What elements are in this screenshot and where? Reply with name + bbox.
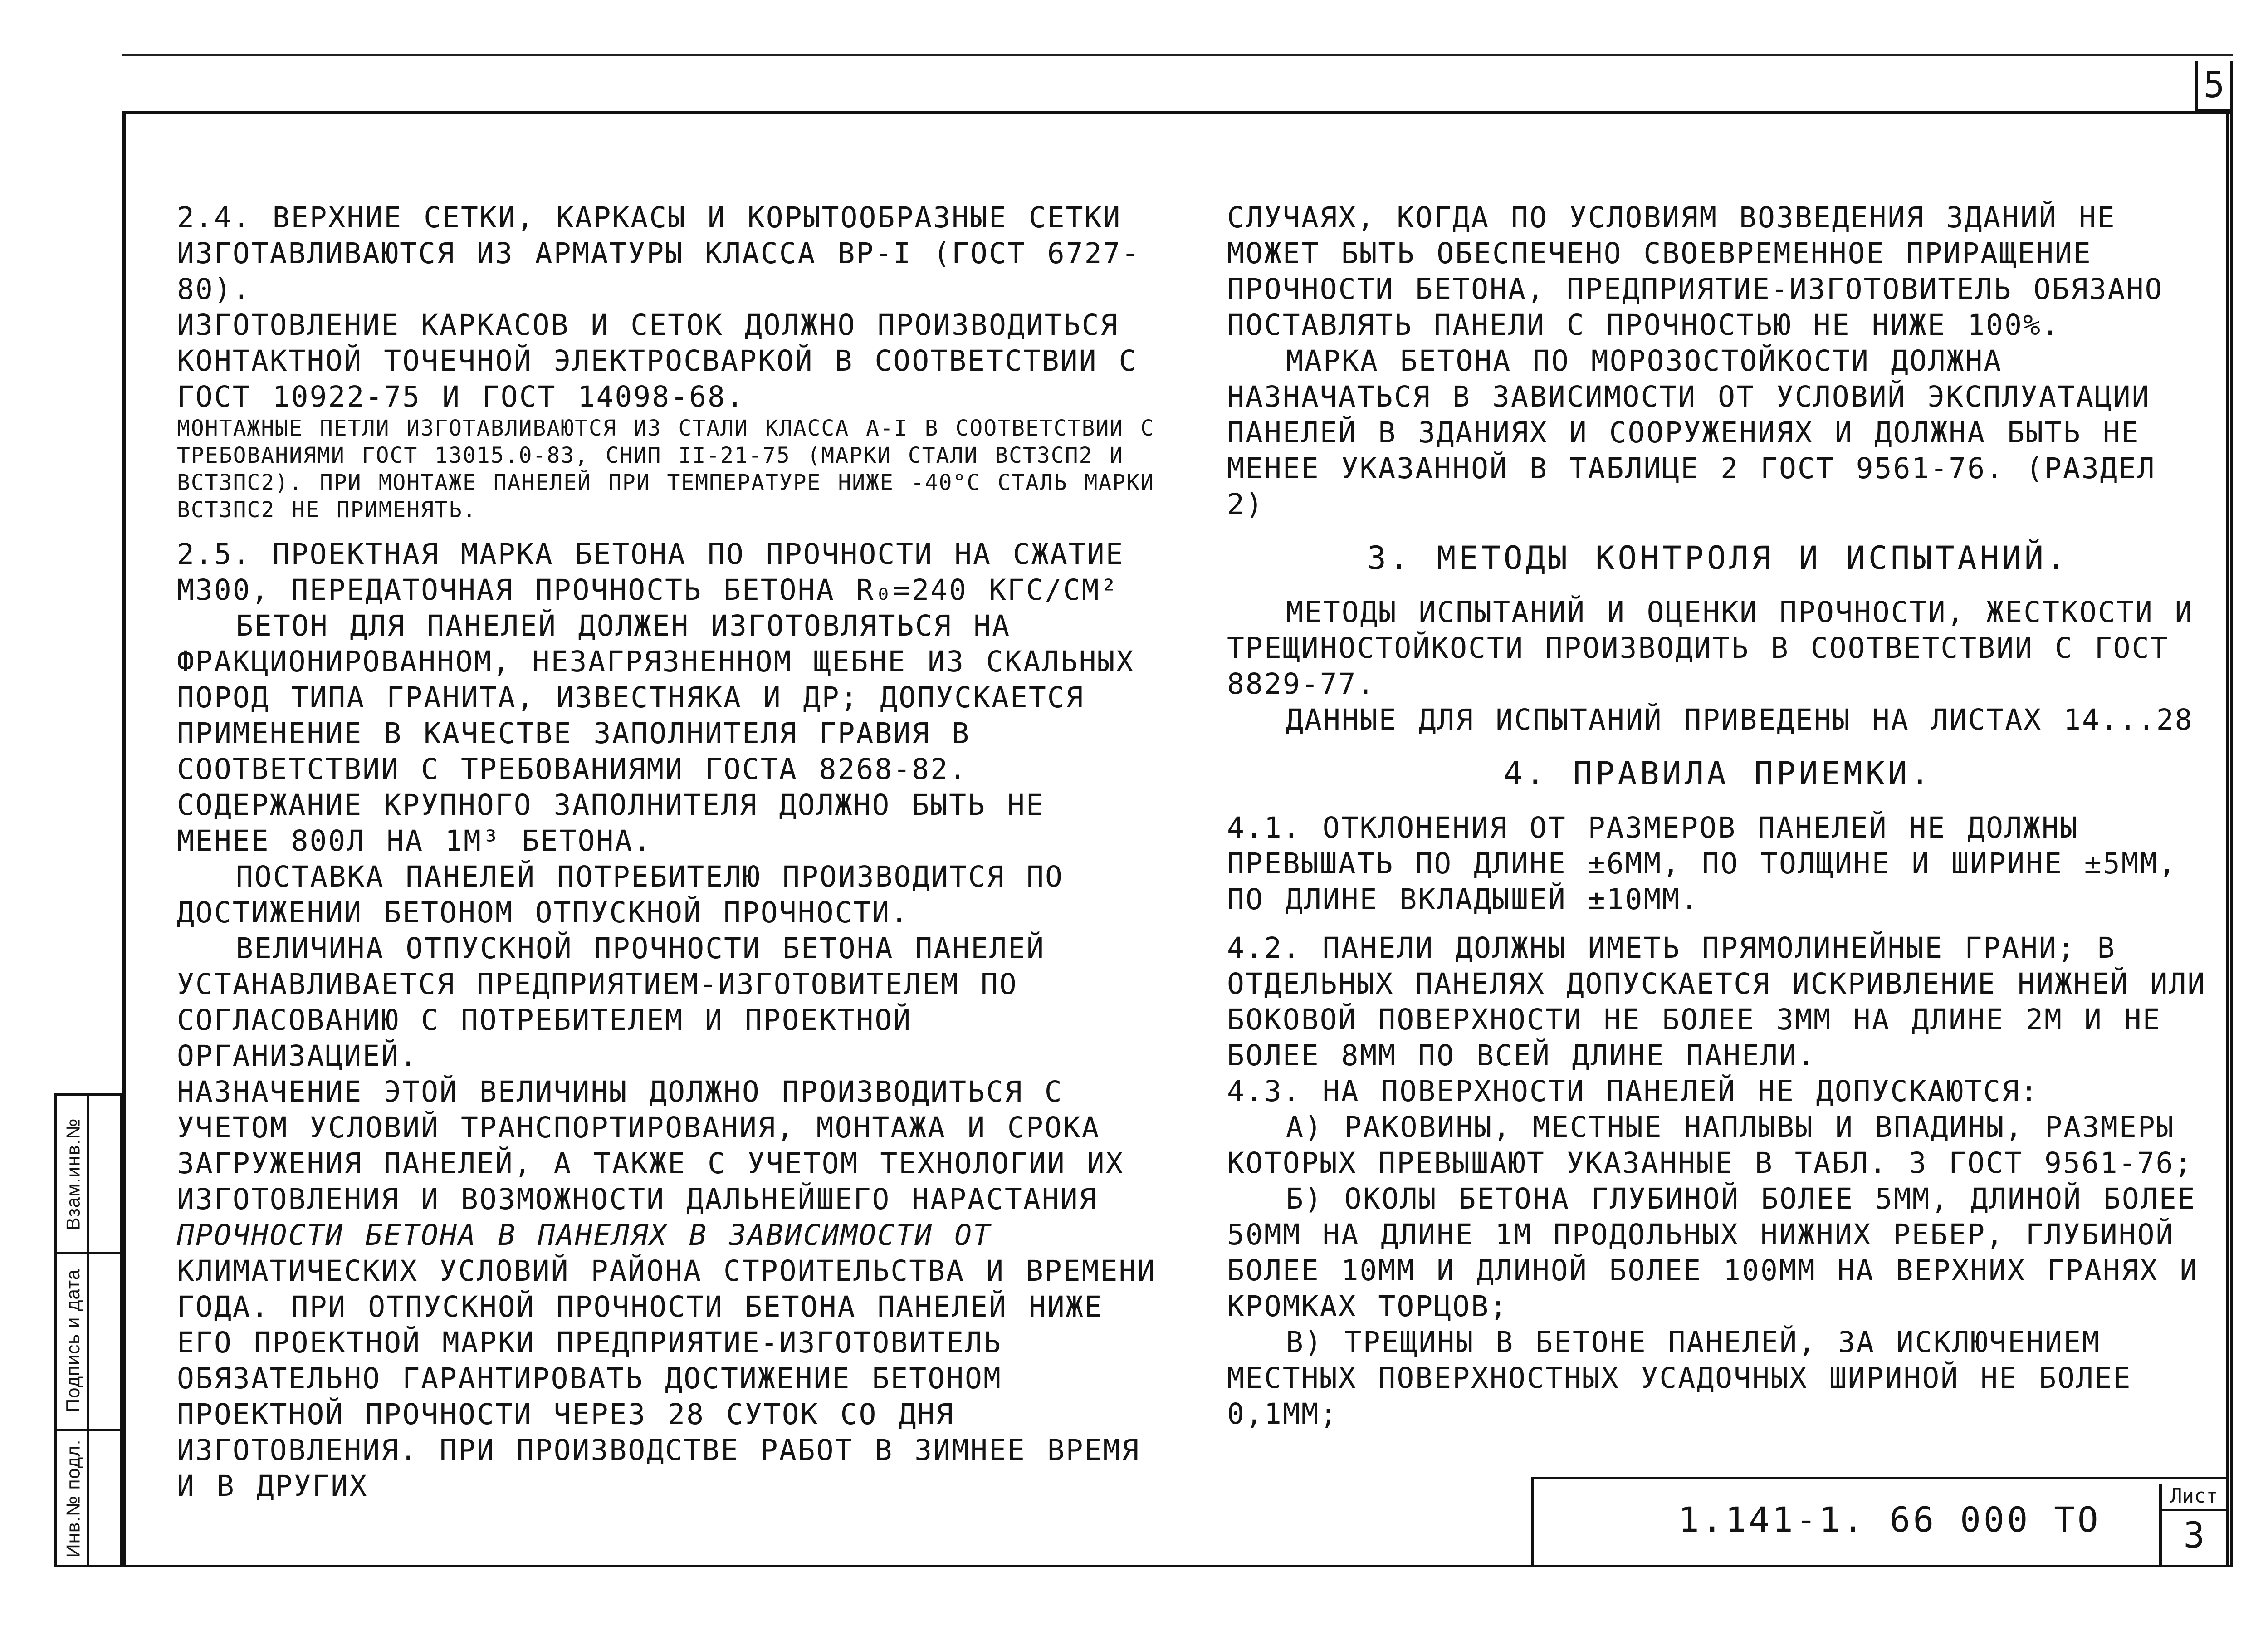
paragraph-2-5-release-strength: ВЕЛИЧИНА ОТПУСКНОЙ ПРОЧНОСТИ БЕТОНА ПАНЕЛЕЙ УСТАНАВЛИВАЕТСЯ ПРЕДПРИЯТИЕМ-ИЗГОТОВИТЕЛЕМ ПО СОГЛАСОВАНИЮ С ПОТРЕБИТЕЛЕМ И ПРОЕКТНОЙ ОРГАНИЗАЦИЕЙ. xyxy=(177,932,1045,1073)
paragraph-2-5-delivery: ПОСТАВКА ПАНЕЛЕЙ ПОТРЕБИТЕЛЮ ПРОИЗВОДИТСЯ ПО ДОСТИЖЕНИИ БЕТОНОМ ОТПУСКНОЙ ПРОЧНОСТИ. xyxy=(177,860,1064,929)
paragraph-4-3-b-chips: Б) ОКОЛЫ БЕТОНА ГЛУБИНОЙ БОЛЕЕ 5ММ, ДЛИНОЙ БОЛЕЕ 50ММ НА ДЛИНЕ 1М ПРОДОЛЬНЫХ НИЖНИХ РЕБЕР, ГЛУБИНОЙ БОЛЕЕ 10ММ И ДЛИНОЙ БОЛЕЕ 100ММ НА ВЕРХНИХ ГРАНЯХ И КРОМКАХ ТОРЦОВ; xyxy=(1227,1182,2199,1323)
assignment-text-cont: КЛИМАТИЧЕСКИХ УСЛОВИЙ РАЙОНА СТРОИТЕЛЬСТВА И ВРЕМЕНИ ГОДА. ПРИ ОТПУСКНОЙ ПРОЧНОСТИ БЕТОНА ПАНЕЛЕЙ НИЖЕ ЕГО ПРОЕКТНОЙ МАРКИ ПРЕДПРИЯТИЕ-ИЗГОТОВИТЕЛЬ ОБЯЗАТЕЛЬНО ГАРАНТИРОВАТЬ ДОСТИЖЕНИЕ БЕТОНОМ ПРОЕКТНОЙ ПРОЧНОСТИ ЧЕРЕЗ 28 СУТОК СО ДНЯ ИЗГОТОВЛЕНИЯ. ПРИ ПРОИЗВОДСТВЕ РАБОТ В ЗИМНЕЕ ВРЕМЯ И В ДРУГИХ xyxy=(177,1254,1156,1503)
paragraph-2-4-lifting-loops: МОНТАЖНЫЕ ПЕТЛИ ИЗГОТАВЛИВАЮТСЯ ИЗ СТАЛИ КЛАССА А-I В СООТВЕТСТВИИ С ТРЕБОВАНИЯМИ ГОСТ 13015.0-83, СНИП II-21-75 (МАРКИ СТАЛИ ВСТ3СП2 И ВСТ3ПС2). ПРИ МОНТАЖЕ ПАНЕЛЕЙ ПРИ ТЕМПЕРАТУРЕ НИЖЕ -40°С СТАЛЬ МАРКИ ВСТ3ПС2 НЕ ПРИМЕНЯТЬ. xyxy=(177,416,1155,523)
paragraph-3-test-data: ДАННЫЕ ДЛЯ ИСПЫТАНИЙ ПРИВЕДЕНЫ НА ЛИСТАХ 14...28 xyxy=(1286,703,2194,736)
paragraph-4-2-straightness: 4.2. ПАНЕЛИ ДОЛЖНЫ ИМЕТЬ ПРЯМОЛИНЕЙНЫЕ ГРАНИ; В ОТДЕЛЬНЫХ ПАНЕЛЯХ ДОПУСКАЕТСЯ ИСКРИВЛЕНИЕ НИЖНЕЙ ИЛИ БОКОВОЙ ПОВЕРХНОСТИ НЕ БОЛЕЕ 3ММ НА ДЛИНЕ 2М И НЕ БОЛЕЕ 8ММ ПО ВСЕЙ ДЛИНЕ ПАНЕЛИ. xyxy=(1227,931,2206,1072)
paragraph-2-5-assignment xyxy=(177,1074,1157,1504)
paragraph-4-3-a-cavities: А) РАКОВИНЫ, МЕСТНЫЕ НАПЛЫВЫ И ВПАДИНЫ, РАЗМЕРЫ КОТОРЫХ ПРЕВЫШАЮТ УКАЗАННЫЕ В ТАБЛ. 3 ГОСТ 9561-76; xyxy=(1227,1111,2193,1180)
side-label-replace: Взам.инв.№ xyxy=(62,1118,83,1230)
assignment-text: НАЗНАЧЕНИЕ ЭТОЙ ВЕЛИЧИНЫ ДОЛЖНО ПРОИЗВОДИТЬСЯ С УЧЕТОМ УСЛОВИЙ ТРАНСПОРТИРОВАНИЯ, МОНТАЖА И СРОКА ЗАГРУЖЕНИЯ ПАНЕЛЕЙ, А ТАКЖЕ С УЧЕТОМ ТЕХНОЛОГИИ ИХ ИЗГОТОВЛЕНИЯ И ВОЗМОЖНОСТИ ДАЛЬНЕЙШЕГО НАРАСТАНИЯ xyxy=(177,1075,1124,1216)
paragraph-4-1-tolerances: 4.1. ОТКЛОНЕНИЯ ОТ РАЗМЕРОВ ПАНЕЛЕЙ НЕ ДОЛЖНЫ ПРЕВЫШАТЬ ПО ДЛИНЕ ±6ММ, ПО ТОЛЩИНЕ И ШИРИНЕ ±5ММ, ПО ДЛИНЕ ВКЛАДЫШЕЙ ±10ММ. xyxy=(1227,811,2177,916)
paragraph-2-5-aggregate: БЕТОН ДЛЯ ПАНЕЛЕЙ ДОЛЖЕН ИЗГОТОВЛЯТЬСЯ НА ФРАКЦИОНИРОВАННОМ, НЕЗАГРЯЗНЕННОМ ЩЕБНЕ ИЗ СКАЛЬНЫХ ПОРОД ТИПА ГРАНИТА, ИЗВЕСТНЯКА И ДР; ДОПУСКАЕТСЯ ПРИМЕНЕНИЕ В КАЧЕСТВЕ ЗАПОЛНИТЕЛЯ ГРАВИЯ В СООТВЕТСТВИИ С ТРЕБОВАНИЯМИ ГОСТА 8268-82. СОДЕРЖАНИЕ КРУПНОГО ЗАПОЛНИТЕЛЯ ДОЛЖНО БЫТЬ НЕ МЕНЕЕ 800Л НА 1М³ БЕТОНА. xyxy=(177,609,1135,857)
paragraph-winter-continuation: СЛУЧАЯХ, КОГДА ПО УСЛОВИЯМ ВОЗВЕДЕНИЯ ЗДАНИЙ НЕ МОЖЕТ БЫТЬ ОБЕСПЕЧЕНО СВОЕВРЕМЕННОЕ ПРИРАЩЕНИЕ ПРОЧНОСТИ БЕТОНА, ПРЕДПРИЯТИЕ-ИЗГОТОВИТЕЛЬ ОБЯЗАНО ПОСТАВЛЯТЬ ПАНЕЛИ С ПРОЧНОСТЬЮ НЕ НИЖЕ 100%. xyxy=(1227,201,2164,342)
section-heading-4: 4. ПРАВИЛА ПРИЕМКИ. xyxy=(1503,755,1933,792)
paragraph-4-3-c-cracks: В) ТРЕЩИНЫ В БЕТОНЕ ПАНЕЛЕЙ, ЗА ИСКЛЮЧЕНИЕМ МЕСТНЫХ ПОВЕРХНОСТНЫХ УСАДОЧНЫХ ШИРИНОЙ НЕ БОЛЕЕ 0,1ММ; xyxy=(1227,1326,2132,1430)
section-heading-3: 3. МЕТОДЫ КОНТРОЛЯ И ИСПЫТАНИЙ. xyxy=(1367,539,2069,577)
paragraph-4-3-surface: 4.3. НА ПОВЕРХНОСТИ ПАНЕЛЕЙ НЕ ДОПУСКАЮТСЯ: xyxy=(1227,1075,2039,1108)
side-label-signature: Подпись и дата xyxy=(62,1269,83,1413)
document-code: 1.141-1. 66 000 ТО xyxy=(1678,1499,2101,1540)
frame-right-border xyxy=(2226,111,2233,1567)
paragraph-2-4-reinforcement: 2.4. ВЕРХНИЕ СЕТКИ, КАРКАСЫ И КОРЫТООБРАЗНЫЕ СЕТКИ ИЗГОТАВЛИВАЮТСЯ ИЗ АРМАТУРЫ КЛАССА ВР-I (ГОСТ 6727-80). xyxy=(177,201,1140,306)
paragraph-2-4-welding: ИЗГОТОВЛЕНИЕ КАРКАСОВ И СЕТОК ДОЛЖНО ПРОИЗВОДИТЬСЯ КОНТАКТНОЙ ТОЧЕЧНОЙ ЭЛЕКТРОСВАРКОЙ В СООТВЕТСТВИИ С ГОСТ 10922-75 И ГОСТ 14098-68. xyxy=(177,309,1138,413)
paragraph-frost-resistance: МАРКА БЕТОНА ПО МОРОЗОСТОЙКОСТИ ДОЛЖНА НАЗНАЧАТЬСЯ В ЗАВИСИМОСТИ ОТ УСЛОВИЙ ЭКСПЛУАТАЦИИ ПАНЕЛЕЙ В ЗДАНИЯХ И СООРУЖЕНИЯХ И ДОЛЖНА БЫТЬ НЕ МЕНЕЕ УКАЗАННОЙ В ТАБЛИЦЕ 2 ГОСТ 9561-76. (РАЗДЕЛ 2) xyxy=(1227,344,2156,521)
paragraph-2-5-concrete-grade: 2.5. ПРОЕКТНАЯ МАРКА БЕТОНА ПО ПРОЧНОСТИ НА СЖАТИЕ М300, ПЕРЕДАТОЧНАЯ ПРОЧНОСТЬ БЕТОНА R₀=240 КГС/СМ² xyxy=(177,538,1124,607)
left-text-column xyxy=(177,200,1157,1504)
sheet-value: 3 xyxy=(2183,1515,2205,1556)
side-approval-strip xyxy=(54,1093,122,1567)
side-label-inventory: Инв.№ подл. xyxy=(62,1439,84,1558)
frame-top-line xyxy=(122,54,2233,56)
strip-divider xyxy=(87,1096,89,1565)
page-number: 5 xyxy=(2195,61,2233,111)
sheet-label: Лист xyxy=(2162,1484,2226,1511)
assignment-italic-text: ПРОЧНОСТИ БЕТОНА В ПАНЕЛЯХ В ЗАВИСИМОСТИ ОТ xyxy=(177,1219,992,1252)
paragraph-3-test-methods: МЕТОДЫ ИСПЫТАНИЙ И ОЦЕНКИ ПРОЧНОСТИ, ЖЕСТКОСТИ И ТРЕЩИНОСТОЙКОСТИ ПРОИЗВОДИТЬ В СООТВЕТСТВИИ С ГОСТ 8829-77. xyxy=(1227,596,2194,700)
sheet-cell xyxy=(2159,1484,2226,1567)
right-text-column xyxy=(1227,200,2209,1432)
